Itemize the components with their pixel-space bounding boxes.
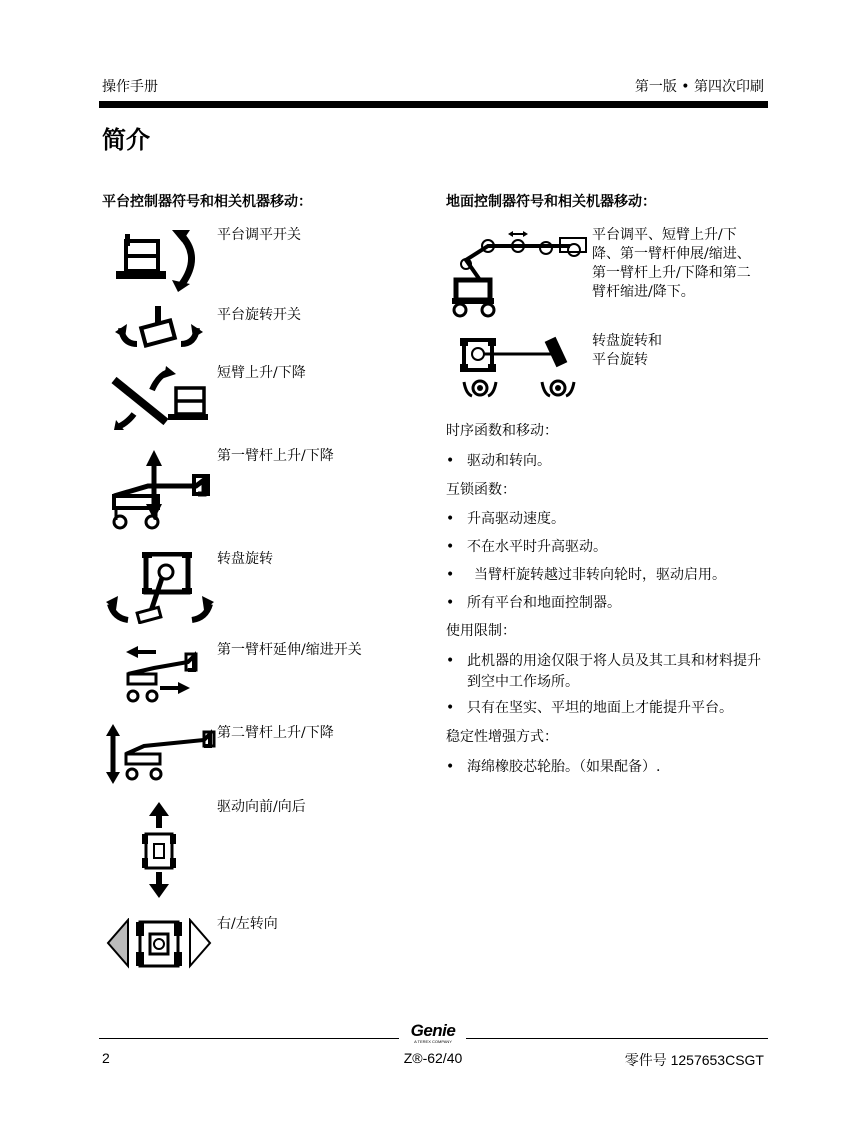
list-item: • 海绵橡胶芯轮胎。（如果配备）. [446, 759, 661, 775]
part-number: 零件号 1257653CSGT [624, 1052, 764, 1068]
primary-boom-extend-retract-icon [124, 640, 200, 708]
secondary-boom-up-down-icon [104, 724, 216, 784]
footer-rule-right [466, 1038, 768, 1039]
jib-up-down-label: 短臂上升/下降 [217, 365, 306, 381]
primary-boom-up-down-label: 第一臂杆上升/下降 [217, 448, 334, 464]
turntable-rotate-label: 转盘旋转 [217, 551, 273, 567]
steer-right-left-icon [106, 918, 212, 970]
genie-logo: Genie A TEREX COMPANY [410, 1021, 456, 1044]
platform-rotate-label: 平台旋转开关 [217, 307, 301, 323]
list-item: • 此机器的用途仅限于将人员及其工具和材料提升到空中工作场所。 [446, 653, 761, 690]
platform-level-icon [110, 226, 205, 294]
list-item: • 当臂杆旋转越过非转向轮时，驱动启用。 [446, 567, 726, 583]
turntable-platform-rotate-label: 转盘旋转和平台旋转 [592, 333, 662, 368]
drive-forward-back-label: 驱动向前/向后 [217, 799, 306, 815]
steer-right-left-label: 右/左转向 [217, 916, 278, 932]
list-item: • 不在水平时升高驱动。 [446, 539, 607, 555]
primary-boom-extend-retract-label: 第一臂杆延伸/缩进开关 [217, 642, 362, 658]
page-number: 2 [102, 1050, 110, 1066]
list-item: • 驱动和转向。 [446, 453, 551, 469]
turntable-rotate-icon [106, 552, 214, 624]
header-rule [99, 101, 768, 108]
list-item: • 升高驱动速度。 [446, 511, 565, 527]
platform-rotate-icon [115, 304, 203, 352]
secondary-boom-up-down-label: 第二臂杆上升/下降 [217, 725, 334, 741]
jib-up-down-icon [110, 366, 210, 430]
page-title: 简介 [102, 126, 150, 154]
interlock-heading: 互锁函数： [446, 482, 516, 498]
boom-functions-label: 平台调平、短臂上升/下降、第一臂杆伸展/缩进、第一臂杆上升/下降和第二臂杆缩进/降下。 [592, 227, 751, 300]
list-item: • 所有平台和地面控制器。 [446, 595, 621, 611]
turntable-platform-rotate-icon [458, 334, 586, 400]
primary-boom-up-down-icon [108, 448, 212, 532]
platform-controls-heading: 平台控制器符号和相关机器移动： [102, 194, 312, 210]
sequence-heading: 时序函数和移动： [446, 423, 558, 439]
stability-heading: 稳定性增强方式： [446, 729, 558, 745]
limits-heading: 使用限制： [446, 623, 516, 639]
boom-functions-icon [450, 228, 588, 318]
drive-forward-back-icon [140, 802, 178, 898]
list-item: • 只有在坚实、平坦的地面上才能提升平台。 [446, 700, 733, 716]
document-title: 操作手册 [102, 79, 158, 95]
ground-controls-heading: 地面控制器符号和相关机器移动： [446, 194, 656, 210]
platform-level-label: 平台调平开关 [217, 227, 301, 243]
edition-label: 第一版 • 第四次印刷 [634, 79, 764, 95]
footer-rule-left [99, 1038, 399, 1039]
model-name: Z®-62/40 [403, 1050, 463, 1066]
